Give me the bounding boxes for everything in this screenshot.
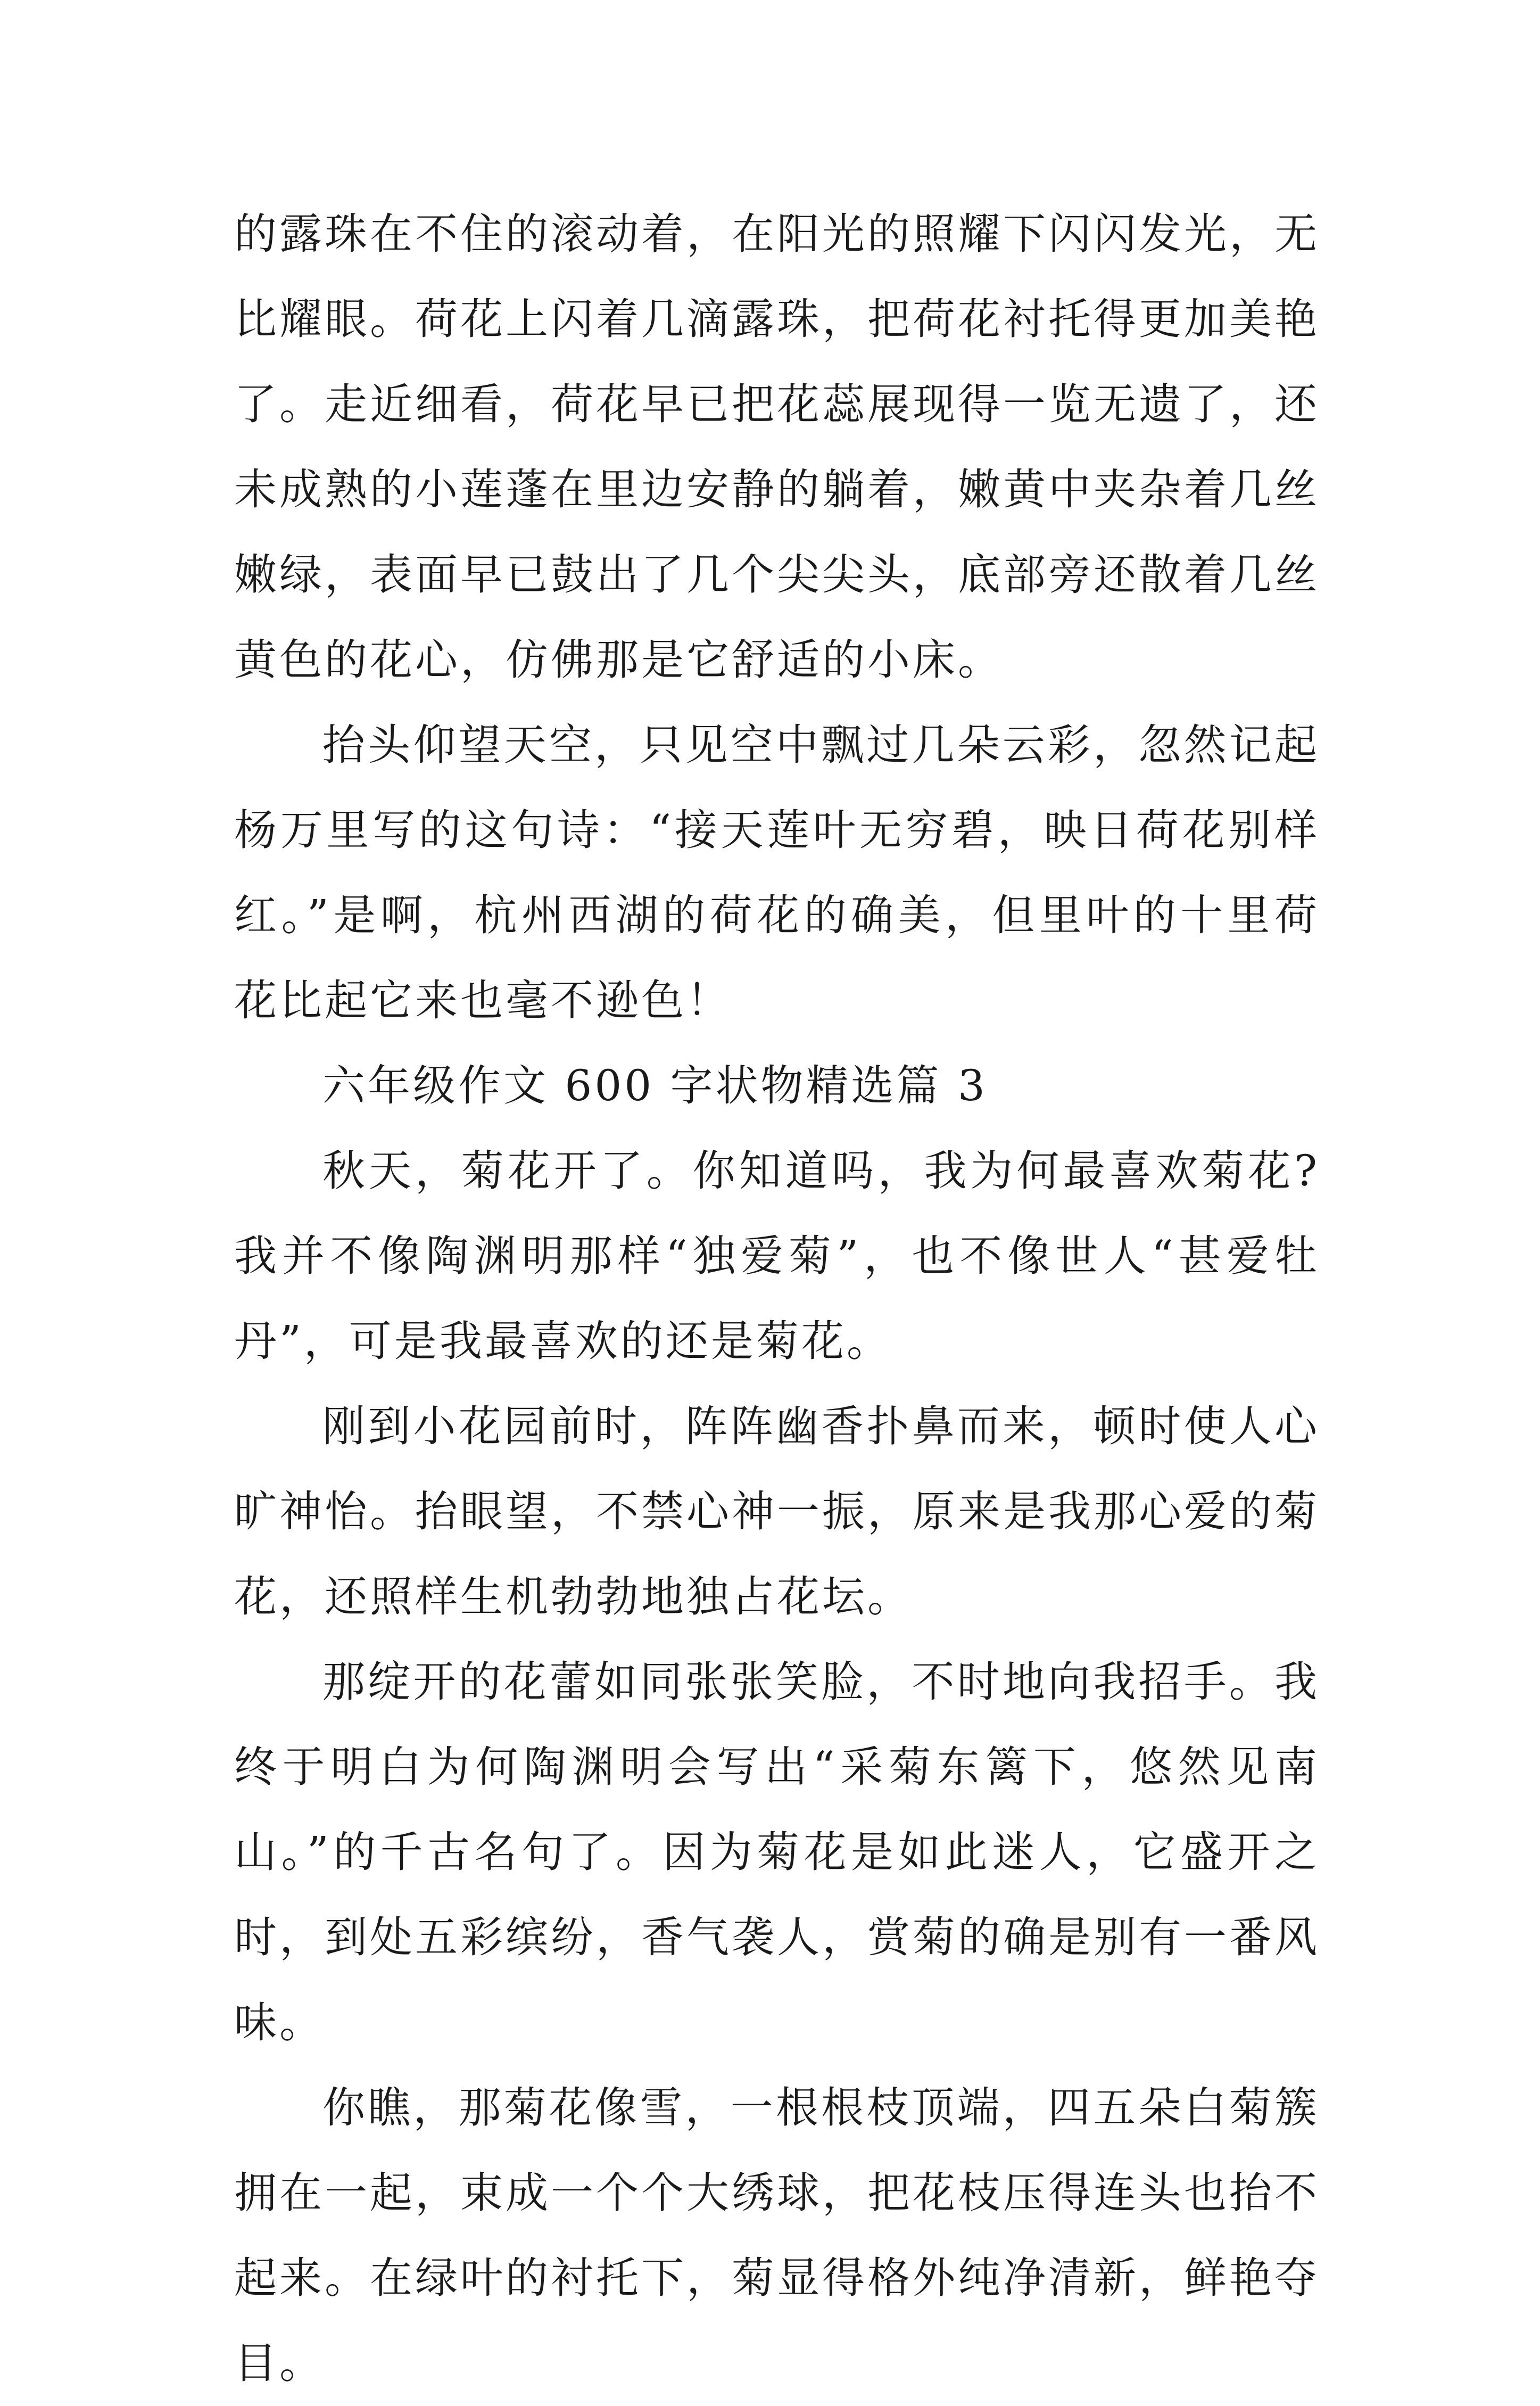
paragraph-blooming-buds: 那绽开的花蕾如同张张笑脸，不时地向我招手。我终于明白为何陶渊明会写出“采菊东篱下，悠然见南山。”的千古名句了。因为菊花是如此迷人，它盛开之时，到处五彩缤纷，香气袭人，赏菊的确是别有一番风味。 [234,1657,1320,2047]
paragraph-autumn-chrysanthemum: 秋天，菊花开了。你知道吗，我为何最喜欢菊花?我并不像陶渊明那样“独爱菊”，也不像世人“甚爱牡丹”，可是我最喜欢的还是菊花。 [234,1146,1320,1366]
section-heading: 六年级作文 600 字状物精选篇 3 [322,1061,988,1110]
paragraph-white-chrysanthemum: 你瞧，那菊花像雪，一根根枝顶端，四五朵白菊簇拥在一起，束成一个个大绣球，把花枝压得连头也抬不起来。在绿叶的衬托下，菊显得格外纯净清新，鲜艳夺目。 [234,2083,1320,2388]
paragraph-garden-visit: 刚到小花园前时，阵阵幽香扑鼻而来，顿时使人心旷神怡。抬眼望，不禁心神一振，原来是我那心爱的菊花，还照样生机勃勃地独占花坛。 [234,1402,1320,1621]
paragraph-poem-quote: 抬头仰望天空，只见空中飘过几朵云彩，忽然记起杨万里写的这句诗：“接天莲叶无穷碧，映日荷花别样红。”是啊，杭州西湖的荷花的确美，但里叶的十里荷花比起它来也毫不逊色！ [234,720,1320,1025]
document-body [234,192,1320,2406]
paragraph-lotus-dewdrops: 的露珠在不住的滚动着，在阳光的照耀下闪闪发光，无比耀眼。荷花上闪着几滴露珠，把荷花衬托得更加美艳了。走近细看，荷花早已把花蕊展现得一览无遗了，还未成熟的小莲蓬在里边安静的躺着，嫩黄中夹杂着几丝嫩绿，表面早已鼓出了几个尖尖头，底部旁还散着几丝黄色的花心，仿佛那是它舒适的小床。 [234,209,1320,685]
